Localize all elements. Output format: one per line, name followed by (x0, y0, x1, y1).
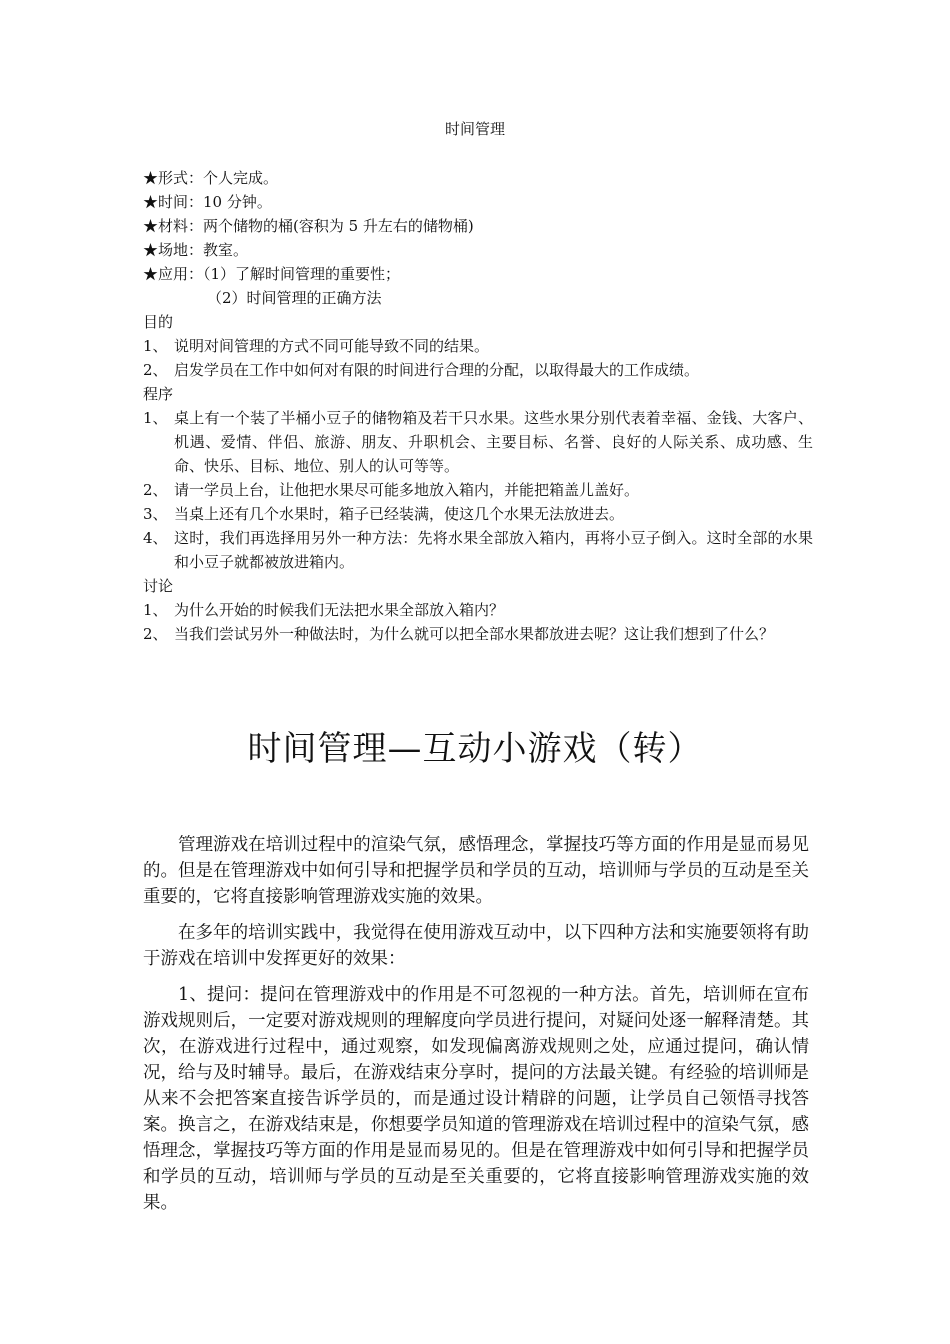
article-title: 时间管理—互动小游戏（转） (247, 729, 703, 769)
list-item (143, 334, 813, 358)
list-text: 请一学员上台，让他把水果尽可能多地放入箱内，并能把箱盖儿盖好。 (174, 481, 640, 499)
document-title: 时间管理 (444, 120, 505, 138)
attribute-materials: ★材料：两个储物的桶(容积为 5 升左右的储物桶) (143, 217, 474, 235)
list-item (143, 358, 813, 382)
list-text: 启发学员在工作中如何对有限的时间进行合理的分配，以取得最大的工作成绩。 (174, 361, 700, 379)
game-overview-section (143, 166, 813, 646)
purpose-heading: 目的 (143, 313, 174, 331)
list-number: 2、 (143, 361, 168, 379)
list-text: 当桌上还有几个水果时，箱子已经装满，使这几个水果无法放进去。 (174, 505, 625, 523)
discussion-heading: 讨论 (143, 577, 174, 595)
list-number: 4、 (143, 529, 168, 547)
list-text: 这时，我们再选择用另外一种方法：先将水果全部放入箱内，再将小豆子倒入。这时全部的水果和小豆子就都被放进箱内。 (174, 529, 813, 571)
procedure-heading: 程序 (143, 385, 174, 403)
article-paragraph: 1、提问：提问在管理游戏中的作用是不可忽视的一种方法。首先，培训师在宣布游戏规则后，一定要对游戏规则的理解度向学员进行提问，对疑问处逐一解释清楚。其次，在游戏进行过程中，通过观察，如发现偏离游戏规则之处，应通过提问，确认情况，给与及时辅导。最后，在游戏结束分享时，提问的方法最关键。有经验的培训师是从来不会把答案直接告诉学员的，而是通过设计精辟的问题，让学员自己领悟寻找答案。换言之，在游戏结束是，你想要学员知道的管理游戏在培训过程中的渲染气氛，感悟理念，掌握技巧等方面的作用是显而易见的。但是在管理游戏中如何引导和把握学员和学员的互动，培训师与学员的互动是至关重要的，它将直接影响管理游戏实施的效果。 (143, 985, 809, 1213)
article-paragraph: 在多年的培训实践中，我觉得在使用游戏互动中，以下四种方法和实施要领将有助于游戏在培训中发挥更好的效果： (143, 923, 809, 969)
list-number: 2、 (143, 625, 168, 643)
list-item (143, 406, 813, 478)
list-number: 2、 (143, 481, 168, 499)
list-text: 桌上有一个装了半桶小豆子的储物箱及若干只水果。这些水果分别代表着幸福、金钱、大客户、机遇、爱情、伴侣、旅游、朋友、升职机会、主要目标、名誉、良好的人际关系、成功感、生命、快乐、目标、地位、别人的认可等等。 (174, 409, 813, 475)
list-item (143, 502, 813, 526)
list-number: 1、 (143, 409, 168, 427)
list-number: 3、 (143, 505, 168, 523)
list-item (143, 598, 813, 622)
list-number: 1、 (143, 337, 168, 355)
list-text: 说明对间管理的方式不同可能导致不同的结果。 (174, 337, 490, 355)
attribute-application: ★应用：（1）了解时间管理的重要性； (143, 265, 401, 283)
list-item (143, 478, 813, 502)
attribute-venue: ★场地：教室。 (143, 241, 249, 259)
list-item (143, 622, 813, 646)
list-text: 为什么开始的时候我们无法把水果全部放入箱内？ (174, 601, 505, 619)
article-paragraph: 管理游戏在培训过程中的渲染气氛，感悟理念，掌握技巧等方面的作用是显而易见的。但是在管理游戏中如何引导和把握学员和学员的互动，培训师与学员的互动是至关重要的，它将直接影响管理游戏实施的效果。 (143, 835, 809, 907)
list-number: 1、 (143, 601, 168, 619)
attribute-time: ★时间：10 分钟。 (143, 193, 272, 211)
article-body (143, 832, 809, 1226)
list-item (143, 526, 813, 574)
attribute-form: ★形式：个人完成。 (143, 169, 279, 187)
attribute-application-2: （2）时间管理的正确方法 (207, 289, 382, 307)
list-text: 当我们尝试另外一种做法时，为什么就可以把全部水果都放进去呢？这让我们想到了什么？ (174, 625, 775, 643)
